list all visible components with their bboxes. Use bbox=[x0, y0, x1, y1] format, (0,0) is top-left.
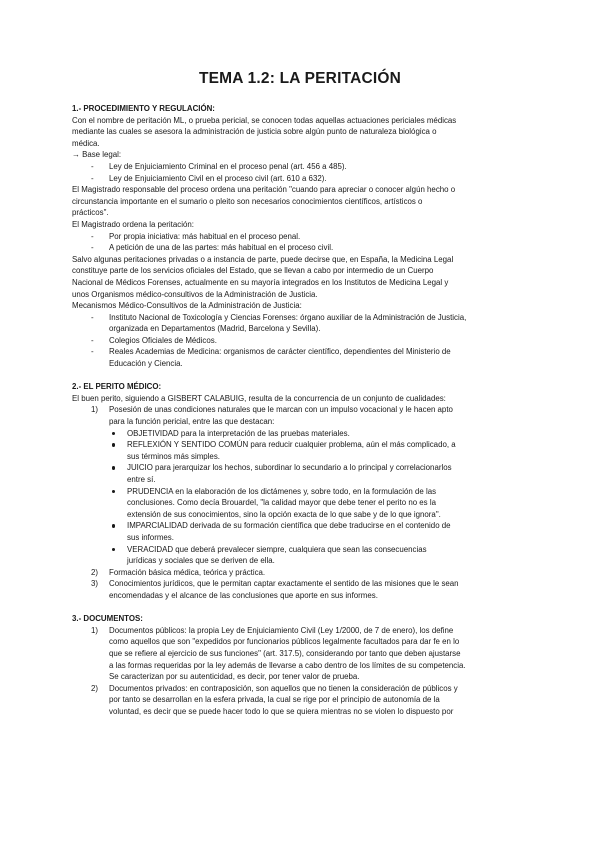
paragraph-line: Nacional de Médicos Forenses, actualmente en su mayoría integrados en los Institutos de Medicina Legal y bbox=[72, 277, 449, 287]
list-item-line: Documentos privados: en contraposición, son aquellos que no tienen la consideración de públicos y bbox=[109, 683, 458, 693]
list-item-line: Educación y Ciencia. bbox=[109, 359, 183, 369]
bullet-item bbox=[72, 428, 530, 440]
numbered-item bbox=[72, 683, 530, 718]
paragraph-line: médica. bbox=[72, 138, 100, 148]
list-item-line: Documentos públicos: la propia Ley de Enjuiciamiento Civil (Ley 1/2000, de 7 de enero), los define bbox=[109, 625, 454, 635]
paragraph-line: circunstancia importante en el sumario o pleito son necesarios conocimientos científicos, artísticos o bbox=[72, 196, 423, 206]
numbered-item bbox=[72, 404, 530, 427]
item-number: 2) bbox=[91, 567, 99, 577]
numbered-item bbox=[72, 567, 530, 579]
bullet-item bbox=[72, 520, 530, 543]
list-item-line: para la función pericial, entre las que destacan: bbox=[109, 417, 275, 427]
list-item: - Ley de Enjuiciamiento Civil en el proceso civil (art. 610 a 632). bbox=[72, 173, 530, 185]
bullet-line: conclusiones. Como decía Brouardel, "la calidad mayor que debe tener el perito no es la bbox=[127, 498, 436, 508]
section-heading-procedimiento: 1.- PROCEDIMIENTO Y REGULACIÓN: bbox=[72, 104, 215, 113]
bullet-line: IMPARCIALIDAD derivada de su formación científica que debe traducirse en el contenido de bbox=[127, 521, 451, 531]
bullet-line: jurídicas y sociales que se deriven de ella. bbox=[127, 556, 275, 566]
paragraph-line: mediante las cuales se asesora la administración de justicia sobre algún punto de naturaleza biológica o bbox=[72, 127, 437, 137]
document-body bbox=[72, 103, 530, 717]
list-item-line: a las formas requeridas por la ley además de llevarse a cabo dentro de los límites de su competencia. bbox=[109, 660, 466, 670]
list-item-line: Formación básica médica, teórica y práctica. bbox=[109, 567, 266, 577]
list-item-line: voluntad, es decir que se puede hacer todo lo que se quiera mientras no se violen lo dispuesto por bbox=[109, 706, 454, 716]
list-item-line: Conocimientos jurídicos, que le permitan captar exactamente el sentido de las misiones que le sean bbox=[109, 579, 459, 589]
list-item: - Ley de Enjuiciamiento Criminal en el proceso penal (art. 456 a 485). bbox=[72, 161, 530, 173]
bullet-item bbox=[72, 462, 530, 485]
list-item-line: Se caracterizan por su autenticidad, es decir, por tener valor de prueba. bbox=[109, 672, 360, 682]
numbered-item bbox=[72, 625, 530, 683]
section-heading-perito: 2.- EL PERITO MÉDICO: bbox=[72, 382, 162, 392]
paragraph-line: El Magistrado ordena la peritación: bbox=[72, 219, 194, 229]
list-item-line: encomendadas y el alcance de las conclusiones que aporte en sus informes. bbox=[109, 590, 378, 600]
item-number: 3) bbox=[91, 579, 99, 589]
bullet-line: extensión de sus conocimientos, sino la opción exacta de lo que sabe y de lo que ignora". bbox=[127, 509, 441, 519]
bullet-line: REFLEXIÓN Y SENTIDO COMÚN para reducir cualquier problema, aún el más complicado, a bbox=[127, 440, 456, 450]
bullet-item bbox=[72, 486, 530, 521]
list-item-line: - Colegios Oficiales de Médicos. bbox=[109, 335, 217, 345]
list-item bbox=[72, 312, 530, 335]
bullet-line: PRUDENCIA en la elaboración de los dictámenes y, sobre todo, en la formulación de las bbox=[127, 486, 437, 496]
paragraph-line: Salvo algunas peritaciones privadas o a instancia de parte, puede decirse que, en España, la Medicina Legal bbox=[72, 254, 454, 264]
list-item-line: - Instituto Nacional de Toxicología y Ciencias Forenses: órgano auxiliar de la Administración de Justicia, bbox=[109, 312, 467, 322]
item-number: 1) bbox=[91, 405, 99, 415]
paragraph-line: constituye parte de los servicios oficiales del Estado, que se llevan a cabo por intermedio de un Cuerpo bbox=[72, 266, 434, 276]
item-number: 1) bbox=[91, 625, 99, 635]
list-item-line: Posesión de unas condiciones naturales que le marcan con un impulso vocacional y le hacen apto bbox=[109, 405, 453, 415]
paragraph-line: El buen perito, siguiendo a GISBERT CALABUIG, resulta de la concurrencia de un conjunto de cualidades: bbox=[72, 393, 446, 403]
list-item-line: por tanto se desarrollan en la esfera privada, la cual se rige por el principio de autonomía de la bbox=[109, 695, 440, 705]
bullet-line: sus informes. bbox=[127, 532, 174, 542]
list-item-line: organizada en Departamentos (Madrid, Barcelona y Sevilla). bbox=[109, 324, 321, 334]
bullet-line: entre sí. bbox=[127, 475, 156, 484]
list-item bbox=[72, 346, 530, 369]
numbered-item bbox=[72, 578, 530, 601]
bullet-item bbox=[72, 439, 530, 462]
bullet-item bbox=[72, 544, 530, 567]
bullet-line: JUICIO para jerarquizar los hechos, subordinar lo secundario a lo principal y correlacionarlos bbox=[127, 463, 452, 473]
list-item bbox=[72, 335, 530, 347]
paragraph-line: Con el nombre de peritación ML, o prueba pericial, se conocen todas aquellas actuaciones periciales médicas bbox=[72, 115, 457, 125]
bullet-line: VERACIDAD que deberá prevalecer siempre, cualquiera que sean las consecuencias bbox=[127, 544, 427, 554]
paragraph-line: unos Organismos médico-consultivos de la Administración de Justicia. bbox=[72, 289, 318, 299]
list-item-line: que se refiere al ejercicio de sus funciones" (art. 317.5), considerando por tanto que deben ajustarse bbox=[109, 648, 461, 658]
list-item-line: como aquellos que son "expedidos por funcionarios públicos legalmente facultados para dar fe en lo bbox=[109, 637, 460, 647]
bullet-line: sus términos más simples. bbox=[127, 451, 220, 461]
paragraph-line: prácticos". bbox=[72, 208, 109, 218]
item-number: 2) bbox=[91, 683, 99, 693]
list-item: - Por propia iniciativa: más habitual en el proceso penal. bbox=[72, 231, 530, 243]
list-item: - A petición de una de las partes: más habitual en el proceso civil. bbox=[72, 242, 530, 254]
bullet-line: OBJETIVIDAD para la interpretación de las pruebas materiales. bbox=[127, 428, 350, 438]
paragraph-line: El Magistrado responsable del proceso ordena una peritación "cuando para apreciar o conocer algún hecho o bbox=[72, 185, 456, 195]
section-heading-documentos: 3.- DOCUMENTOS: bbox=[72, 614, 143, 624]
list-item-line: - Reales Academias de Medicina: organismos de carácter científico, dependientes del Ministerio de bbox=[109, 347, 451, 357]
base-legal-label: → Base legal: bbox=[72, 150, 122, 160]
page-title: TEMA 1.2: LA PERITACIÓN bbox=[198, 70, 402, 87]
paragraph-line: Mecanismos Médico-Consultivos de la Administración de Justicia: bbox=[72, 301, 302, 311]
